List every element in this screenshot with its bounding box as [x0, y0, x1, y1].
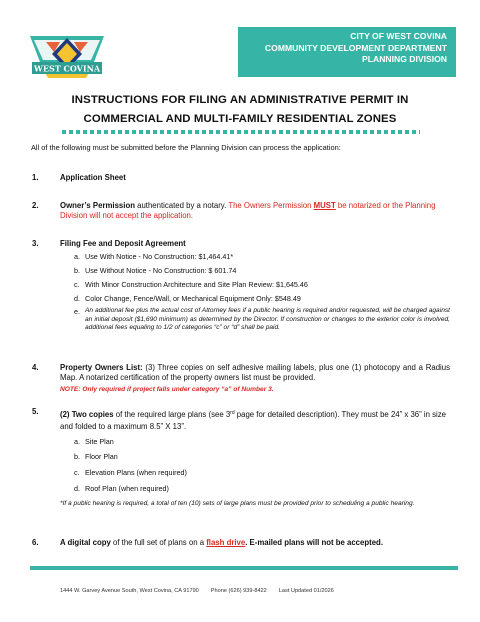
item-filing-fee: Filing Fee and Deposit Agreement	[60, 239, 186, 248]
public-hearing-footnote: *If a public hearing is required, a total of ten (10) sets of large plans must be provided prior to scheduling a public hearing.	[60, 500, 415, 507]
item-number: 1.	[32, 173, 39, 182]
fee-item: a. Use With Notice - No Construction: $1,464.41*	[74, 252, 234, 261]
plan-item: d. Roof Plan (when required)	[74, 484, 169, 493]
item-digital-copy: A digital copy of the full set of plans on a flash drive. E-mailed plans will not be accepted.	[60, 538, 383, 547]
fee-item: c. With Minor Construction Architecture and Site Plan Review: $1,645.46	[74, 280, 308, 289]
two-copies-label: (2) Two copies	[60, 410, 114, 419]
flash-drive-emphasis: flash drive	[206, 538, 246, 547]
owners-permission-label: Owner’s Permission	[60, 201, 135, 210]
owners-permission-text: authenticated by a notary.	[134, 201, 229, 210]
footer-address: 1444 W. Garvey Avenue South, West Covina, CA 91790	[60, 588, 199, 594]
item-owners-permission	[60, 201, 450, 222]
must-emphasis: MUST	[313, 201, 336, 210]
banner-city: CITY OF WEST COVINA	[350, 31, 447, 41]
dotted-divider	[62, 130, 420, 134]
banner-department: COMMUNITY DEVELOPMENT DEPARTMENT	[264, 42, 447, 53]
document-title-line1: INSTRUCTIONS FOR FILING AN ADMINISTRATIVE PERMIT IN	[71, 94, 409, 106]
owners-permission-warning: The Owners Permission	[228, 201, 314, 210]
logo-text: WEST COVINA	[33, 63, 101, 74]
item-property-owners-list: Property Owners List: (3) Three copies on self adhesive mailing labels, plus one (1) photocopy and a Radius Map. A notarized certification of the property owners list must be provided. NOTE: Only required if project falls under category “a” of Number 3.	[60, 363, 450, 393]
footer-phone: Phone (626) 939-8422	[210, 588, 267, 594]
item-number: 6.	[32, 538, 39, 547]
footer-bar	[30, 566, 458, 570]
fee-item-additional: e. An additional fee plus the actual cost of Attorney fees if a public hearing is required and/or requested, will be charged against an initial deposit ($1,690 minimum) as determined by the Director. If construction or changes to the exterior color is involved, additional fees equaling to 1/2 of categories “c” or “d” shall be paid.	[74, 307, 450, 332]
plan-item: c. Elevation Plans (when required)	[74, 468, 187, 477]
west-covina-logo	[26, 28, 108, 90]
property-owners-label: Property Owners List:	[60, 363, 143, 372]
fee-item: d. Color Change, Fence/Wall, or Mechanical Equipment Only: $548.49	[74, 294, 301, 303]
footer	[60, 588, 346, 594]
item-number: 2.	[32, 201, 39, 210]
plan-item: b. Floor Plan	[74, 452, 118, 461]
department-banner	[238, 27, 456, 77]
item-number: 3.	[32, 239, 39, 248]
plan-item: a. Site Plan	[74, 437, 114, 446]
footer-updated: Last Updated 01/2026	[278, 588, 334, 594]
fee-item: b. Use Without Notice - No Construction: $ 601.74	[74, 266, 237, 275]
property-owners-note: NOTE: Only required if project falls under category “a” of Number 3.	[60, 385, 274, 393]
item-application-sheet: Application Sheet	[60, 173, 126, 182]
banner-division: PLANNING DIVISION	[362, 54, 447, 64]
intro-text: All of the following must be submitted before the Planning Division can process the application:	[31, 143, 341, 152]
item-large-plans: (2) Two copies of the required large plans (see 3rd page for detailed description). They must be 24” x 36” in size and folded to a maximum 8.5” X 13”.	[60, 410, 446, 431]
digital-copy-label: A digital copy	[60, 538, 111, 547]
document-title-line2: COMMERCIAL AND MULTI-FAMILY RESIDENTIAL ZONES	[83, 113, 397, 125]
item-number: 4.	[32, 363, 39, 372]
owners-permission-warning-end: be notarized or the Planning Division will not accept the application.	[60, 201, 436, 221]
item-number: 5.	[32, 407, 39, 416]
